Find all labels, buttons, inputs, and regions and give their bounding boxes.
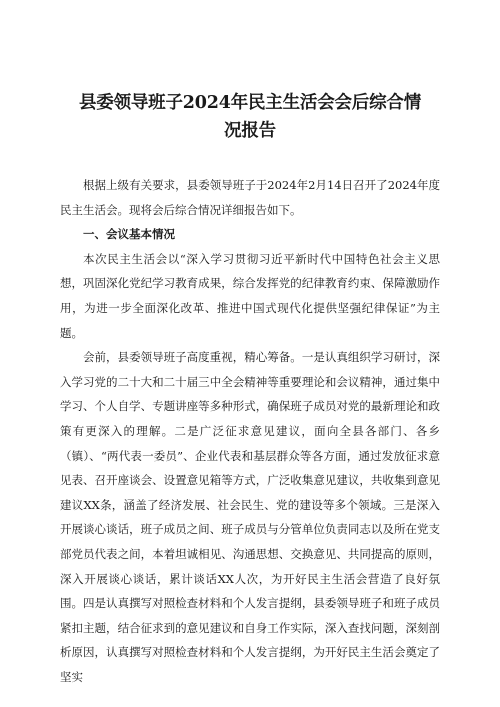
document-title: [60, 0, 440, 145]
theme-paragraph: 本次民主生活会以“深入学习贯彻习近平新时代中国特色社会主义思想，巩固深化党纪学习教育成果，综合发挥党的纪律教育约束、保障激励作用，为进一步全面深化改革、推进中国式现代化提供坚强纪律保证”为主题。: [60, 251, 440, 340]
section-heading: 一、会议基本情况: [83, 227, 175, 242]
intro-paragraph: 根据上级有关要求，县委领导班子于2024年2月14日召开了2024年度民主生活会。现将会后综合情况详细报告如下。: [60, 178, 440, 217]
preparation-paragraph: 会前，县委领导班子高度重视，精心筹备。一是认真组织学习研讨，深入学习党的二十大和二十届三中全会精神等重要理论和会议精神，通过集中学习、个人自学、专题讲座等多种形式，确保班子成员对党的最新理论和政策有更深入的理解。二是广泛征求意见建议，面向全县各部门、各乡（镇）、“两代表一委员”、企业代表和基层群众等各方面，通过发放征求意见表、召开座谈会、设置意见箱等方式，广泛收集意见建议，共收集到意见建议XX条，涵盖了经济发展、社会民生、党的建设等多个领域。三是深入开展谈心谈话，班子成员之间、班子成员与分管单位负责同志以及所在党支部党员代表之间，本着坦诚相见、沟通思想、交换意见、共同提高的原则，深入开展谈心谈话，累计谈话XX人次，为开好民主生活会营造了良好氛围。四是认真撰写对照检查材料和个人发言提纲，县委领导班子和班子成员紧扣主题，结合征求到的意见建议和自身工作实际，深入查找问题，深刻剖析原因，认真撰写对照检查材料和个人发言提纲，为开好民主生活会奠定了坚实: [60, 350, 440, 684]
title-line-1: 县委领导班子2024年民主生活会会后综合情: [78, 93, 421, 113]
document-body: [60, 173, 440, 689]
title-line-2: 况报告: [224, 121, 276, 141]
